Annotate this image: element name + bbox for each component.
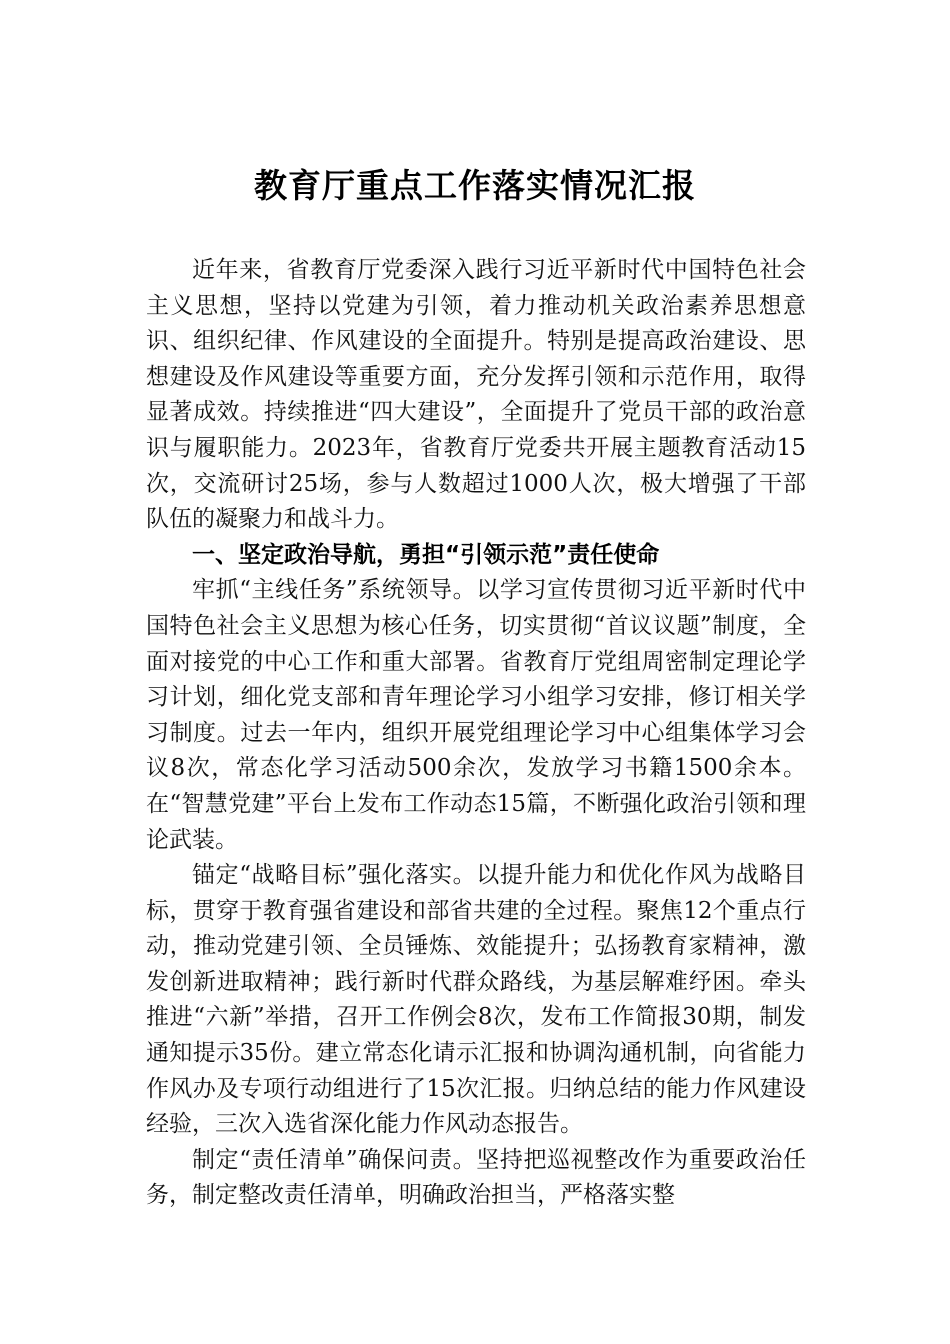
body-paragraph: 锚定“战略目标”强化落实。以提升能力和优化作风为战略目标，贯穿于教育强省建设和部省共建的全过程。聚焦12个重点行动，推动党建引领、全员锤炼、效能提升；弘扬教育家精神，激发创新进取精神；践行新时代群众路线，为基层解难纾困。牵头推进“六新”举措，召开工作例会8次，发布工作简报30期，制发通知提示35份。建立常态化请示汇报和协调沟通机制，向省能力作风办及专项行动组进行了15次汇报。归纳总结的能力作风建设经验，三次入选省深化能力作风动态报告。 — [146, 862, 806, 1138]
document-title: 教育厅重点工作落实情况汇报 — [254, 166, 696, 205]
body-paragraph: 制定“责任清单”确保问责。坚持把巡视整改作为重要政治任务，制定整改责任清单，明确政治担当，严格落实整 — [146, 1146, 806, 1209]
document-body — [146, 253, 806, 1214]
body-paragraph: 牢抓“主线任务”系统领导。以学习宣传贯彻习近平新时代中国特色社会主义思想为核心任务，切实贯彻“首议议题”制度，全面对接党的中心工作和重大部署。省教育厅党组周密制定理论学习计划，细化党支部和青年理论学习小组学习安排，修订相关学习制度。过去一年内，组织开展党组理论学习中心组集体学习会议8次，常态化学习活动500余次，发放学习书籍1500余本。在“智慧党建”平台上发布工作动态15篇，不断强化政治引领和理论武装。 — [146, 577, 806, 853]
intro-paragraph: 近年来，省教育厅党委深入践行习近平新时代中国特色社会主义思想，坚持以党建为引领，着力推动机关政治素养思想意识、组织纪律、作风建设的全面提升。特别是提高政治建设、思想建设及作风建设等重要方面，充分发挥引领和示范作用，取得显著成效。持续推进“四大建设”，全面提升了党员干部的政治意识与履职能力。2023年，省教育厅党委共开展主题教育活动15次，交流研讨25场，参与人数超过1000人次，极大增强了干部队伍的凝聚力和战斗力。 — [146, 257, 806, 533]
section-heading: 一、坚定政治导航，勇担“引领示范”责任使命 — [192, 541, 660, 568]
